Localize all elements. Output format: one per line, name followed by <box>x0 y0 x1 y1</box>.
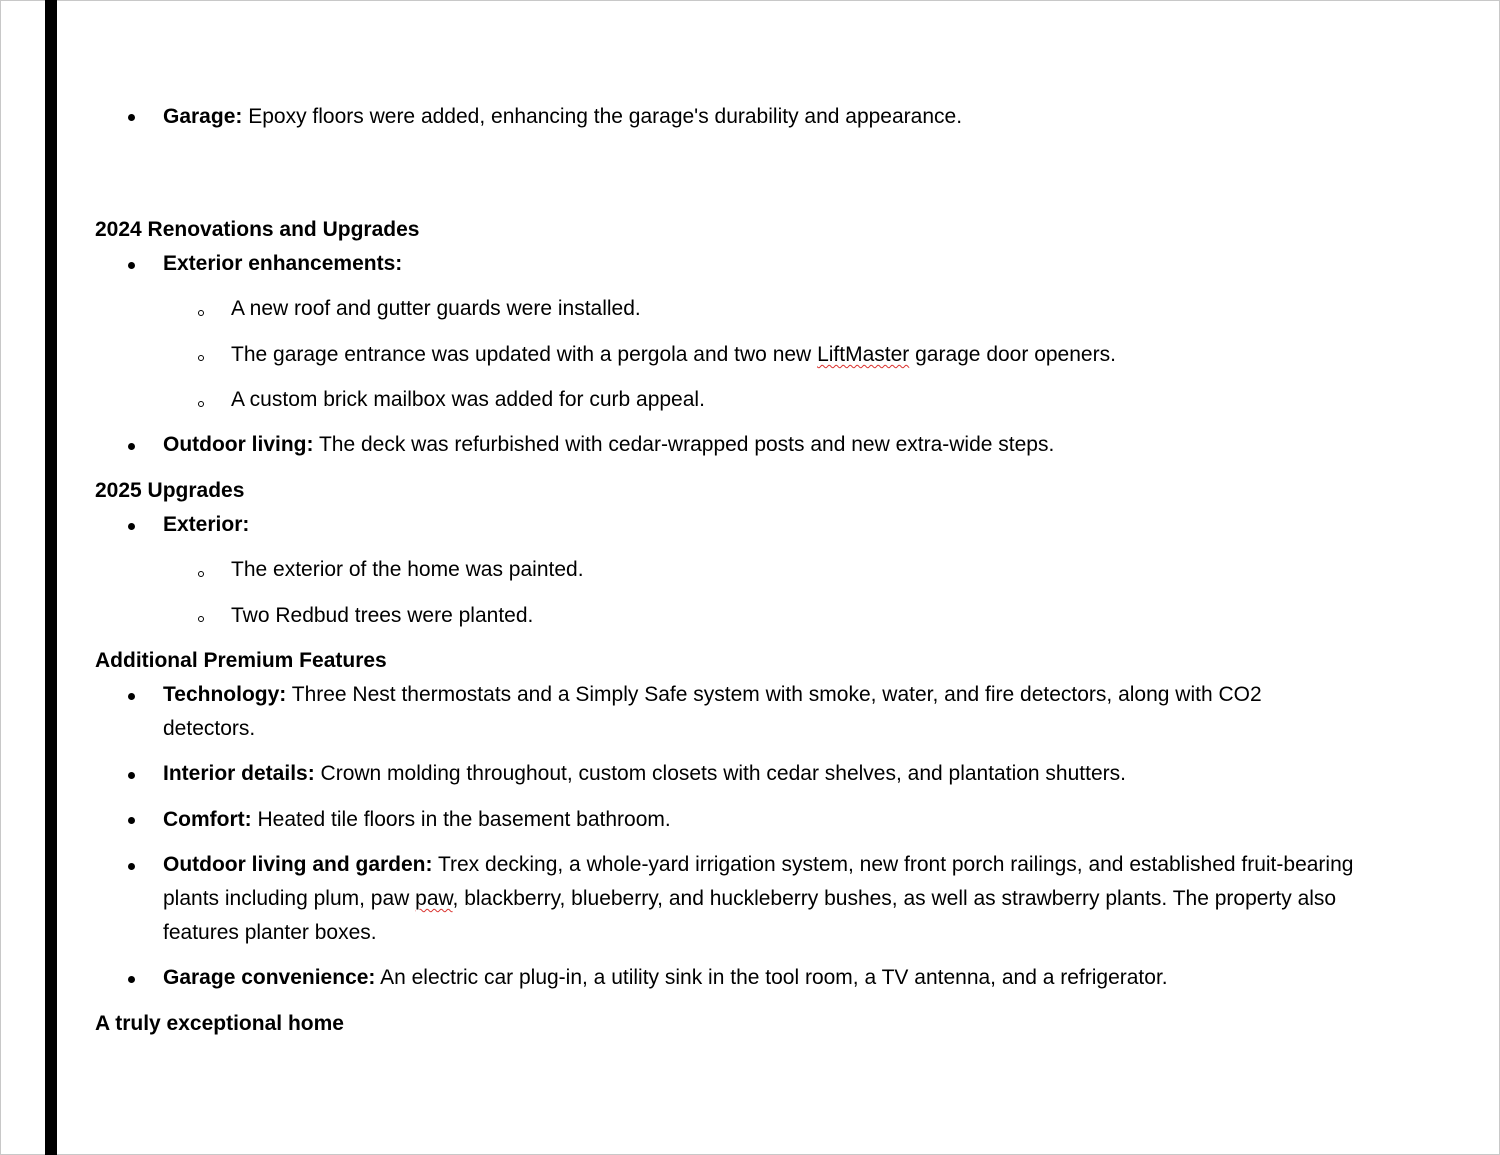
sub-bullet-icon <box>198 310 204 316</box>
list-item-garage-convenience <box>163 961 1168 995</box>
item-label: Outdoor living and garden: <box>163 853 433 876</box>
item-text: The deck was refurbished with cedar-wrapped posts and new extra-wide steps. <box>313 433 1055 456</box>
spellcheck-word[interactable]: LiftMaster <box>817 343 910 366</box>
sub-bullet-icon <box>198 401 204 407</box>
item-text: Epoxy floors were added, enhancing the garage's durability and appearance. <box>242 105 963 128</box>
item-label: Exterior enhancements: <box>163 252 403 275</box>
sub-item-roof: A new roof and gutter guards were installed. <box>231 297 641 320</box>
bullet-icon <box>128 523 135 530</box>
heading-2025: 2025 Upgrades <box>95 479 245 502</box>
item-text: The garage entrance was updated with a pergola and two new <box>231 343 818 366</box>
heading-premium-features: Additional Premium Features <box>95 649 387 672</box>
list-item-technology-cont: detectors. <box>163 717 256 740</box>
list-item-interior <box>163 757 1126 791</box>
item-text: Trex decking, a whole-yard irrigation system, new front porch railings, and established fruit-bearing <box>432 853 1354 876</box>
sub-item-painted: The exterior of the home was painted. <box>231 558 584 581</box>
bullet-icon <box>128 693 135 700</box>
list-item-comfort <box>163 803 671 837</box>
item-text: Heated tile floors in the basement bathroom. <box>251 808 671 831</box>
item-text: Crown molding throughout, custom closets with cedar shelves, and plantation shutters. <box>314 762 1126 785</box>
list-item-exterior-enhancements <box>163 247 402 281</box>
bullet-icon <box>128 863 135 870</box>
heading-2024: 2024 Renovations and Upgrades <box>95 218 420 241</box>
item-label: Interior details: <box>163 762 315 785</box>
item-label: Garage convenience: <box>163 966 376 989</box>
item-label: Garage: <box>163 105 243 128</box>
bullet-icon <box>128 976 135 983</box>
bullet-icon <box>128 262 135 269</box>
list-item-garden-cont <box>163 882 1336 916</box>
list-item-garden <box>163 848 1353 882</box>
list-item-technology <box>163 678 1262 712</box>
bullet-icon <box>128 443 135 450</box>
spellcheck-word[interactable]: paw <box>415 887 453 910</box>
item-text: , blackberry, blueberry, and huckleberry bushes, as well as strawberry plants. The property also <box>452 887 1337 910</box>
sub-bullet-icon <box>198 571 204 577</box>
item-label: Comfort: <box>163 808 252 831</box>
sub-item-garage-entrance <box>231 338 1116 372</box>
closing-heading: A truly exceptional home <box>95 1012 344 1035</box>
bullet-icon <box>128 817 135 824</box>
sub-item-trees: Two Redbud trees were planted. <box>231 604 534 627</box>
sub-bullet-icon <box>198 355 204 361</box>
list-item-exterior <box>163 508 249 542</box>
item-label: Technology: <box>163 683 287 706</box>
item-text: plants including plum, paw <box>163 887 416 910</box>
item-text: garage door openers. <box>909 343 1116 366</box>
item-label: Outdoor living: <box>163 433 314 456</box>
bullet-icon <box>128 114 135 121</box>
list-item-garden-cont2: features planter boxes. <box>163 921 377 944</box>
item-text: An electric car plug-in, a utility sink in the tool room, a TV antenna, and a refrigerator. <box>375 966 1168 989</box>
item-label: Exterior: <box>163 513 250 536</box>
bullet-icon <box>128 772 135 779</box>
sub-bullet-icon <box>198 616 204 622</box>
list-item-outdoor-living <box>163 428 1054 462</box>
item-text: Three Nest thermostats and a Simply Safe system with smoke, water, and fire detectors, along with CO2 <box>286 683 1262 706</box>
sub-item-mailbox: A custom brick mailbox was added for curb appeal. <box>231 388 705 411</box>
list-item-garage <box>163 100 962 134</box>
